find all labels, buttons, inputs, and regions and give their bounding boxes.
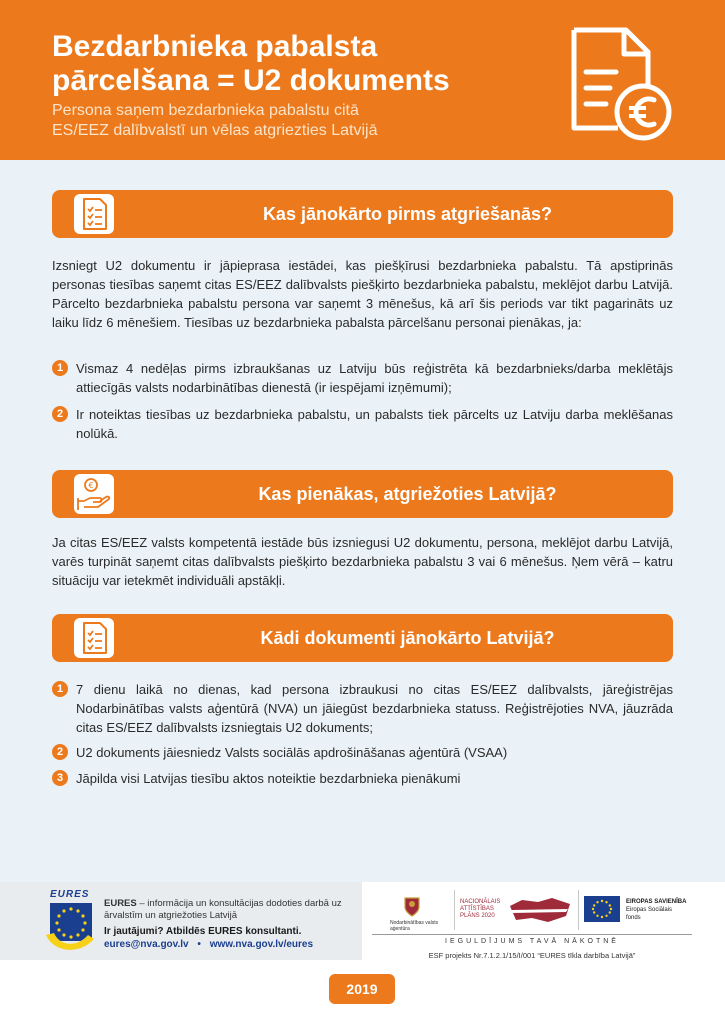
eu-flag-icon xyxy=(584,896,620,922)
list-item xyxy=(52,680,673,738)
latvia-map-icon xyxy=(508,896,572,924)
svg-text:€: € xyxy=(88,481,94,490)
partner-nap-line-2: ATTĪSTĪBAS xyxy=(460,906,494,912)
header-banner xyxy=(0,0,725,160)
section-3-icon-box xyxy=(74,618,114,658)
page-subtitle-line-2: ES/EEZ dalībvalstī un vēlas atgriezties Latvijā xyxy=(52,122,378,139)
hand-euro-icon xyxy=(74,474,114,514)
list-number: 1 xyxy=(52,360,68,376)
eures-logo-text: EURES xyxy=(50,889,90,900)
coat-of-arms-icon xyxy=(400,894,424,918)
partner-logos xyxy=(390,890,690,934)
email-link[interactable]: eures@nva.gov.lv xyxy=(104,939,189,950)
list-number: 1 xyxy=(52,681,68,697)
slogan: IEGULDĪJUMS TAVĀ NĀKOTNĒ xyxy=(445,938,619,945)
partner-nva-label: Nodarbinātības valsts aģentūra xyxy=(390,920,439,932)
checklist-icon xyxy=(74,618,114,658)
eures-description-text: – informācija un konsultācijas dodoties darbā uz ārvalstīm un atgriežoties Latvijā xyxy=(104,898,342,921)
section-3-header xyxy=(52,614,673,662)
list-item xyxy=(52,769,673,789)
partner-eu-line-1: EIROPAS SAVIENĪBA xyxy=(626,899,687,905)
section-2-paragraph: Ja citas ES/EEZ valsts kompetentā iestāde būs izsniegusi U2 dokumentu, persona, meklējot darbu Latvijā, varēs turpināt saņemt citas dalībvalsts piešķirto bezdarbnieka pabalstu 3 vai 6 mēnešus. Ņem vērā – katru situāciju var ietekmēt individuāli apstākļi. xyxy=(52,535,673,588)
list-item-text: Ir noteiktas tiesības uz bezdarbnieka pabalstu, un pabalsts tiek pārcelts uz Latviju darba meklēšanas nolūkā. xyxy=(76,407,673,441)
list-number: 3 xyxy=(52,770,68,786)
page-title xyxy=(52,30,522,98)
partner-divider xyxy=(454,890,455,930)
section-2-icon-box xyxy=(74,474,114,514)
project-number: ESF projekts Nr.7.1.2.1/15/I/001 “EURES tīkla darbība Latvijā” xyxy=(428,951,636,960)
partner-underline xyxy=(372,934,692,935)
section-3-title: Kādi dokumenti jānokārto Latvijā? xyxy=(142,614,673,662)
eures-description xyxy=(104,898,354,922)
list-item xyxy=(52,359,673,399)
contacts-line xyxy=(104,939,313,950)
partner-eu-label xyxy=(626,898,692,922)
list-item-text: 7 dienu laikā no dienas, kad persona izbraukusi no citas ES/EEZ dalībvalsts, jāreģistrējas Nodarbinātības valsts aģentūrā (NVA) un jāiegūst bezdarbnieka statuss. Reģistrējoties NVA, jāuzrāda citas ES/EEZ dalībvalsts izsniegtais U2 dokuments; xyxy=(76,682,673,735)
page-title-line-2: pārcelšana = U2 dokuments xyxy=(52,64,450,97)
eures-logo-icon xyxy=(44,895,98,953)
partner-eu-line-2: Eiropas Sociālais xyxy=(626,907,673,913)
section-1-paragraph: Izsniegt U2 dokumentu ir jāpieprasa iestādei, kas piešķīrusi bezdarbnieka pabalstu. Tā apstiprinās personas tiesības saņemt citas ES/EEZ dalībvalsts piešķirto bezdarbnieka pabalstu, meklējot darbu Latvijā. Pārcelto bezdarbnieka pabalstu persona var saņemt 3 mēnešus, kā arī šis periods var tikt pagarināts uz laiku līdz 6 mēnešiem. Tiesības uz bezdarbnieka pabalsta pārcelšanu personai pienākas, ja: xyxy=(52,258,673,330)
list-item xyxy=(52,405,673,445)
page-subtitle xyxy=(52,101,522,141)
section-1-icon-box xyxy=(74,194,114,234)
page-subtitle-line-1: Persona saņem bezdarbnieka pabalstu citā xyxy=(52,102,359,119)
page-title-line-1: Bezdarbnieka pabalsta xyxy=(52,30,378,63)
list-number: 2 xyxy=(52,744,68,760)
partner-nap-line-1: NACIONĀLAIS xyxy=(460,899,501,905)
list-item-text: Jāpilda visi Latvijas tiesību aktos noteiktie bezdarbnieka pienākumi xyxy=(76,771,461,786)
website-link[interactable]: www.nva.gov.lv/eures xyxy=(209,939,314,950)
eures-brand: EURES xyxy=(104,898,137,909)
partner-divider xyxy=(578,890,579,930)
list-item-text: U2 dokuments jāiesniedz Valsts sociālās apdrošināšanas aģentūrā (VSAA) xyxy=(76,745,508,760)
section-1-title: Kas jānokārto pirms atgriešanās? xyxy=(142,190,673,238)
section-2-title: Kas pienākas, atgriežoties Latvijā? xyxy=(142,470,673,518)
year-badge: 2019 xyxy=(329,974,395,1004)
section-1-header xyxy=(52,190,673,238)
list-item-text: Vismaz 4 nedēļas pirms izbraukšanas uz Latviju būs reģistrēta kā bezdarbnieks/darba meklētājs attiecīgās valsts nodarbinātības dienestā (ir iespējami izņēmumi); xyxy=(76,361,673,395)
separator-bullet: • xyxy=(197,939,201,950)
questions-line: Ir jautājumi? Atbildēs EURES konsultanti. xyxy=(104,926,302,937)
list-item xyxy=(52,743,673,763)
section-2-header xyxy=(52,470,673,518)
partner-nap-line-3: PLĀNS 2020 xyxy=(460,913,495,919)
document-euro-icon xyxy=(566,26,676,141)
checklist-icon xyxy=(74,194,114,234)
list-number: 2 xyxy=(52,406,68,422)
partner-eu-line-3: fonds xyxy=(626,915,641,921)
